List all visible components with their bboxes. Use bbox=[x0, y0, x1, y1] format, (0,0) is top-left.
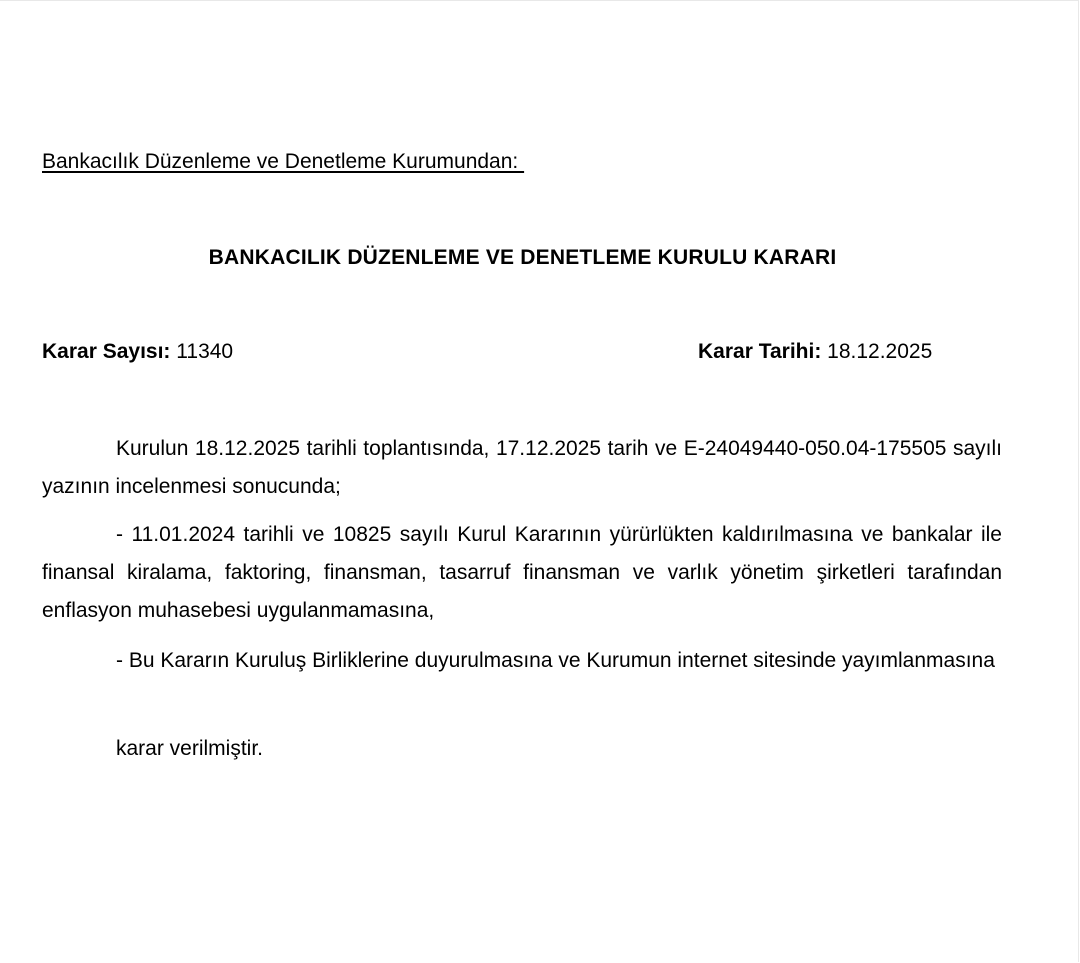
decision-date-label: Karar Tarihi: bbox=[698, 340, 822, 363]
decision-date-value: 18.12.2025 bbox=[827, 340, 933, 363]
paragraph-decision-1: - 11.01.2024 tarihli ve 10825 sayılı Kurul Kararının yürürlükten kaldırılmasına ve bankalar ile finansal kiralama, faktoring, finansman, tasarruf finansman ve varlık yönetim şirketleri tarafından enflasyon muhasebesi uygulanmamasına, bbox=[42, 523, 1002, 622]
decision-date bbox=[698, 340, 932, 364]
issuer-heading: Bankacılık Düzenleme ve Denetleme Kurumundan: bbox=[42, 150, 525, 173]
decision-number bbox=[42, 340, 233, 364]
paragraph-decision-2: - Bu Kararın Kuruluş Birliklerine duyurulmasına ve Kurumun internet sitesinde yayımlanmasına bbox=[116, 649, 995, 672]
closing-line: karar verilmiştir. bbox=[116, 737, 264, 760]
decision-number-label: Karar Sayısı: bbox=[42, 340, 171, 363]
document-title: BANKACILIK DÜZENLEME VE DENETLEME KURULU KARARI bbox=[208, 246, 837, 269]
decision-number-value: 11340 bbox=[176, 340, 234, 363]
paragraph-intro: Kurulun 18.12.2025 tarihli toplantısında, 17.12.2025 tarih ve E-24049440-050.04-175505 sayılı yazının incelenmesi sonucunda; bbox=[42, 437, 1002, 498]
